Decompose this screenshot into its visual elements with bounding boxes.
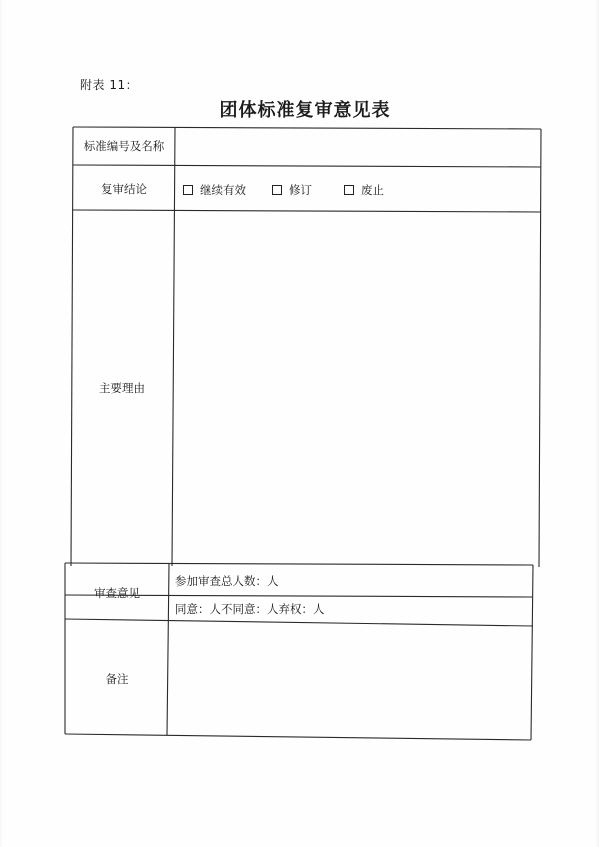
review-total-line: 参加审查总人数：人 <box>175 574 279 588</box>
review-votes-line: 同意：人不同意：人弃权：人 <box>175 602 325 616</box>
review-label: 审查意见 <box>94 586 140 600</box>
checkbox-continue[interactable] <box>183 185 193 195</box>
appendix-label: 附表 11： <box>80 78 139 92</box>
option-revise-label: 修订 <box>289 183 312 197</box>
option-continue[interactable] <box>183 182 246 198</box>
checkbox-abolish[interactable] <box>344 185 354 195</box>
standard-label: 标准编号及名称 <box>83 139 165 153</box>
option-abolish[interactable] <box>344 182 384 198</box>
standard-input[interactable] <box>177 130 539 165</box>
conclusion-label: 复审结论 <box>101 182 147 196</box>
remarks-label: 备注 <box>105 672 129 686</box>
option-revise[interactable] <box>272 182 312 198</box>
option-abolish-label: 废止 <box>361 183 384 197</box>
reasons-input[interactable] <box>176 215 538 560</box>
option-continue-label: 继续有效 <box>200 183 246 197</box>
reasons-label: 主要理由 <box>99 381 145 395</box>
checkbox-revise[interactable] <box>272 185 282 195</box>
form-title: 团体标准复审意见表 <box>219 100 391 121</box>
remarks-input[interactable] <box>171 628 529 732</box>
